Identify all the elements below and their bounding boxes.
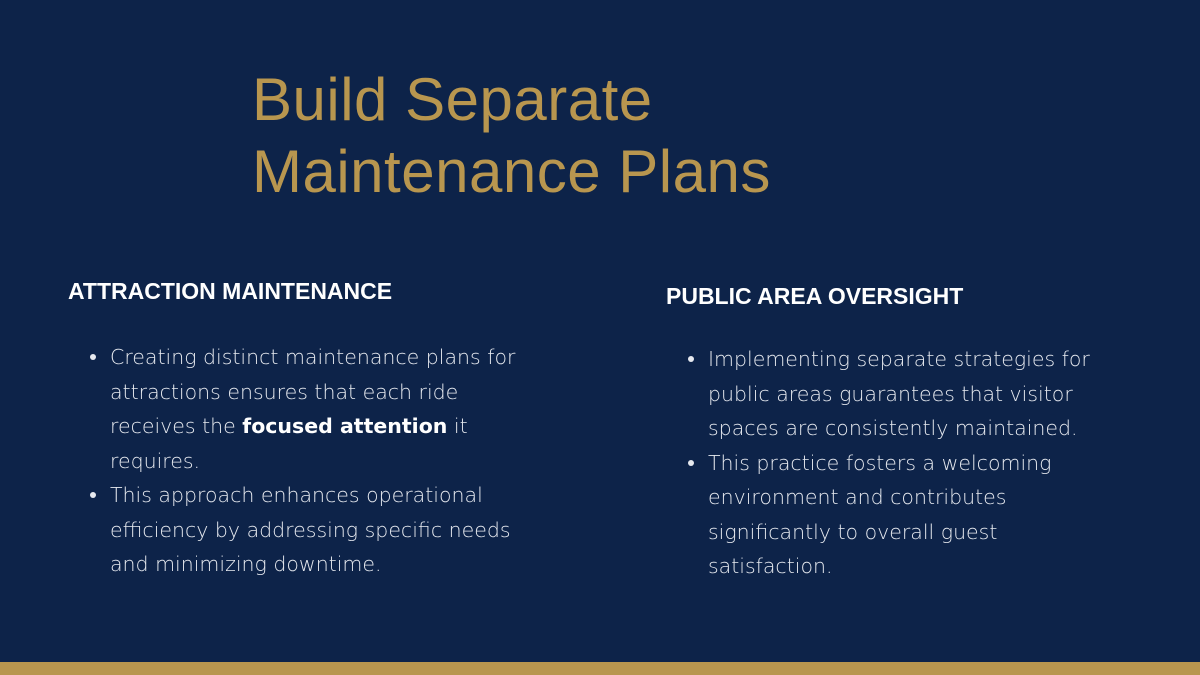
bullet-text: This practice fosters a welcoming environment and contributes significantly to overall guest satisfaction.	[708, 450, 1052, 578]
bullet-text-start: Creating distinct maintenance plans for attractions ensures that each ride receives the	[110, 345, 516, 438]
bullet-icon	[90, 354, 96, 360]
list-item	[688, 446, 1128, 584]
bullet-text: Implementing separate strategies for public areas guarantees that visitor spaces are consistently maintained.	[708, 347, 1090, 440]
attraction-maintenance-list	[90, 340, 520, 582]
attraction-maintenance-heading: ATTRACTION MAINTENANCE	[68, 278, 393, 304]
public-area-oversight-heading: PUBLIC AREA OVERSIGHT	[666, 283, 964, 309]
bottom-accent-bar	[0, 662, 1200, 675]
bullet-icon	[90, 492, 96, 498]
list-item	[688, 342, 1128, 446]
public-area-oversight-list	[688, 342, 1128, 584]
slide-title-line-1: Build Separate	[252, 66, 653, 133]
bullet-icon	[688, 356, 694, 362]
slide-title-line-2: Maintenance Plans	[252, 138, 771, 205]
bullet-icon	[688, 460, 694, 466]
list-item	[90, 478, 520, 582]
bullet-text: This approach enhances operational efficiency by addressing specific needs and minimizing downtime.	[110, 483, 511, 576]
bullet-text-end: it requires.	[110, 414, 468, 473]
bullet-emphasis: focused attention	[242, 414, 448, 438]
slide-title	[252, 64, 1152, 208]
list-item	[90, 340, 520, 478]
